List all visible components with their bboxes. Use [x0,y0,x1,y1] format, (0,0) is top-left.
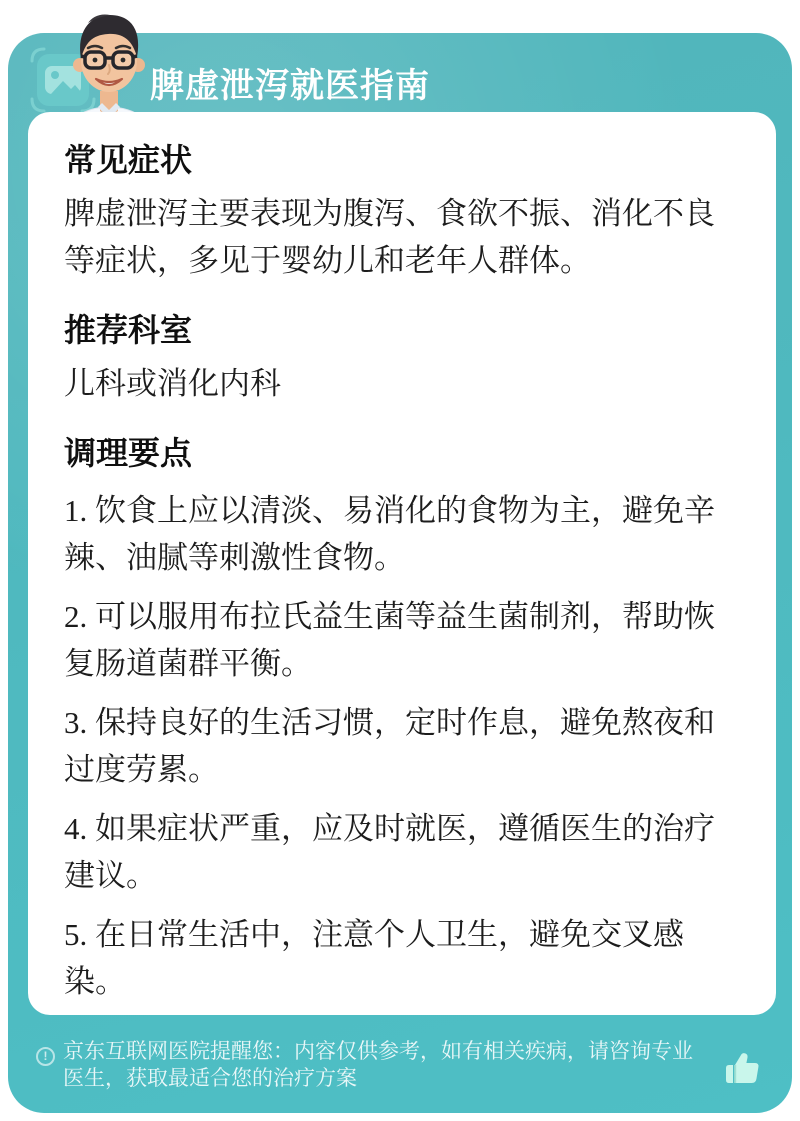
disclaimer [36,1038,736,1092]
page-title: 脾虚泄泻就医指南 [150,67,430,105]
department-body: 儿科或消化内科 [64,366,281,401]
department-heading: 推荐科室 [64,312,193,348]
tips-heading: 调理要点 [64,435,193,471]
thumbs-up-icon[interactable] [723,1048,763,1088]
tip-item-5: 5. 在日常生活中，注意个人卫生，避免交叉感染。 [64,917,684,999]
disclaimer-text: 京东互联网医院提醒您：内容仅供参考，如有相关疾病，请咨询专业医生，获取最适合您的治疗方案 [63,1040,693,1090]
symptoms-body: 脾虚泄泻主要表现为腹泻、食欲不振、消化不良等症状，多见于婴幼儿和老年人群体。 [64,196,715,278]
tip-item-4: 4. 如果症状严重，应及时就医，遵循医生的治疗建议。 [64,811,715,893]
info-exclamation-icon: ! [36,1047,55,1066]
tip-item-3: 3. 保持良好的生活习惯，定时作息，避免熬夜和过度劳累。 [64,705,715,787]
tip-item-2: 2. 可以服用布拉氏益生菌等益生菌制剂，帮助恢复肠道菌群平衡。 [64,599,715,681]
tip-item-1: 1. 饮食上应以清淡、易消化的食物为主，避免辛辣、油腻等刺激性食物。 [64,493,715,575]
content-frame [8,33,792,1113]
content-card [28,112,776,1015]
symptoms-heading: 常见症状 [64,142,193,178]
